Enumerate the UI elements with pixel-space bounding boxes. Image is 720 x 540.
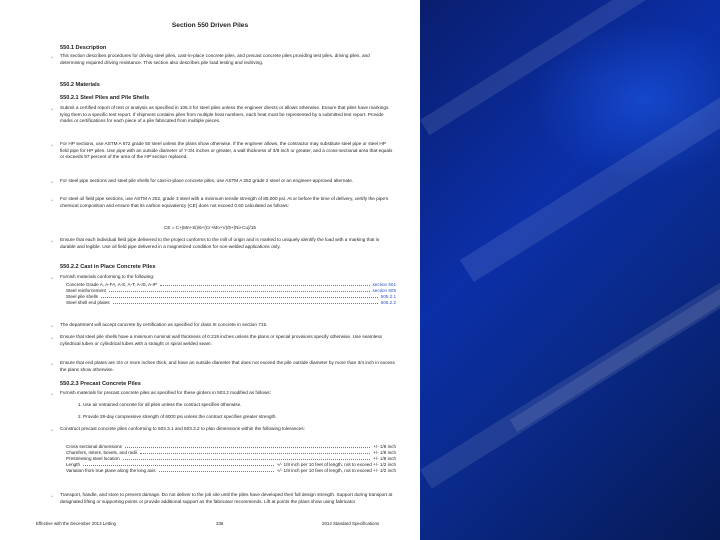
- paragraph-furnish-materials: Furnish materials conforming to the following:: [60, 274, 155, 279]
- tolerance-row: Length +/- 1/8 inch per 10 feet of length, not to exceed +/- 1/2 inch: [66, 462, 396, 467]
- reference-link[interactable]: section 505: [372, 288, 396, 293]
- reference-row: Steel reinforcement section 505: [66, 288, 396, 293]
- paragraph-concrete-certification: The department will accept concrete by certification as specified for class III concrete in section 715.: [60, 322, 268, 327]
- tolerance-list: [66, 444, 396, 474]
- footer-effective-date: Effective with the December 2013 Letting: [36, 521, 116, 526]
- tolerance-row: Prestressing steel location +/- 1/8 inch: [66, 456, 396, 461]
- numbered-item-1: 1. Use air entrained concrete for all piles unless the contract specifies otherwise.: [78, 402, 242, 407]
- paragraph-shell-thickness: Ensure that steel pile shells have a minimum nominal wall thickness of 0.219 inches unless the plans or special provisions specify otherwise. Use seamless cylindrical tubes or cylindrical tubes with a straight or spiral welded seam.: [60, 334, 383, 346]
- tolerance-row: Cross sectional dimensions +/- 1/8 inch: [66, 444, 396, 449]
- materials-reference-list: [66, 282, 396, 306]
- bullet-icon: ▫: [51, 428, 53, 434]
- bullet-icon: ▫: [51, 55, 53, 61]
- bullet-icon: ▫: [51, 198, 53, 204]
- tolerance-row: Variation from true plane along the long axis +/- 1/8 inch per 10 feet of length, not to exceed +/- 1/2 inch: [66, 468, 396, 473]
- page-title: Section 550 Driven Piles: [171, 22, 249, 29]
- paragraph-oil-field-pipe: For steel oil field pipe sections, use ASTM A 252, grade 3 steel with a minimum tensile strength of 85,000 psi. At or before the time of delivery, certify the pipe's chemical composition and ensure that its carbon equivalency (CE) does not exceed 0.50 calculated as follows:: [60, 196, 389, 208]
- paragraph-text: Submit a certified report of test or analysis as specified in 106.3 for steel piles unless the engineer directs or allows otherwise. Ensure that piles have markings tying them to a specific test report. If shipment contains piles from multiple heat numbers, each heat must be represented by a submitted test report. Provide marks or certifications for each piece of a pile fabricated from multiple pieces.: [60, 105, 389, 124]
- numbered-item-2: 2. Provide 28-day compressive strength of 6000 psi unless the contract specifies greater strength.: [78, 414, 277, 419]
- paragraph-test-report: [60, 105, 395, 125]
- reference-row: Concrete Grade A, A-FA, A-S, A-T, A-IS, A-IP section 501: [66, 282, 396, 287]
- paragraph-precast-tolerances: Construct precast concrete piles conforming to 503.3.1 and 503.3.2 to plan dimensions within the following tolerances:: [60, 426, 305, 431]
- bullet-icon: ▫: [51, 336, 53, 342]
- paragraph-steel-pipe: For steel pipe sections and steel pile shells for cast-in-place concrete piles, use ASTM A 252 grade 2 steel or an engineer-approved alternate.: [60, 178, 354, 183]
- bullet-icon: ▫: [51, 239, 53, 245]
- subsection-heading-cast-in-place: 550.2.2 Cast in Place Concrete Piles: [60, 264, 156, 270]
- paragraph-hp-sections: For HP sections, use ASTM A 572 grade 50 steel unless the plans show otherwise. If the engineer allows, the contractor may substitute steel pipe or steel HP field pipe for HP piles. Use pipe with an outside diameter of 7-3/4 inches or greater, a wall thickness of 3/8 inch or greater, and a cross-sectional area that equals or exceeds 97 percent of the area of the HP section replaced.: [60, 141, 393, 160]
- decorative-blue-panel: [420, 0, 720, 540]
- reference-row: Steel pile shells 505.2.1: [66, 294, 396, 299]
- formula-carbon-equivalency: CE = C+(Mn+Si)/6+(Cr+Mo+V)/5+(Ni+Cu)/15: [164, 225, 256, 230]
- reference-link[interactable]: 506.2.2: [380, 300, 396, 305]
- reference-row: Steel shell end plates 506.2.2: [66, 300, 396, 305]
- tolerance-row: Chamfers, miters, bevels, and radii +/- 1/8 inch: [66, 450, 396, 455]
- paragraph-precast-materials: Furnish materials for precast concrete piles as specified for these girders in 503.2 modified as follows:: [60, 390, 272, 395]
- bullet-icon: ▫: [51, 276, 53, 282]
- paragraph-field-pipe-marking: Ensure that each individual field pipe delivered to the project conforms to the mill of origin and is marked to uniquely identify the load with a marking that is durable and legible. Use oil field pipe delivered in a magnetized condition for non-welded applications only.: [60, 237, 380, 249]
- bullet-icon: ▫: [51, 392, 53, 398]
- paragraph-transport: Transport, handle, and store to prevent damage. Do not deliver to the job site until the piles have developed their full design strength. Support during transport at designated lifting or supporting points or provide additional support as the fabricator recommends. Lift at points the plans show using fabricator: [60, 492, 393, 504]
- panel-stripe: [420, 247, 720, 488]
- paragraph-end-plates: Ensure that end plates are 3/4 or more inches thick, and have an outside diameter that does not exceed the pile outside diameter by more than 3/4 inch in excess the plans show otherwise.: [60, 360, 395, 372]
- reference-link[interactable]: section 501: [372, 282, 396, 287]
- subsection-heading-steel-piles: 550.2.1 Steel Piles and Pile Shells: [60, 95, 150, 101]
- reference-link[interactable]: 505.2.1: [380, 294, 396, 299]
- bullet-icon: ▫: [51, 107, 53, 113]
- footer-spec-title: 2014 Standard Specifications: [322, 521, 380, 526]
- bullet-icon: ▫: [51, 494, 53, 500]
- paragraph-description: This section describes procedures for driving steel piles, cast-in-place concrete piles, and precast concrete piles providing test piles, driving piles, and determining required driving resistance. This section also describes pile load testing and redriving.: [60, 53, 370, 65]
- section-heading-materials: 550.2 Materials: [60, 82, 100, 88]
- bullet-icon: ▫: [51, 324, 53, 330]
- footer-page-number: 336: [216, 521, 224, 526]
- subsection-heading-precast: 550.2.3 Precast Concrete Piles: [60, 381, 141, 387]
- bullet-icon: ▫: [51, 143, 53, 149]
- bullet-icon: ▫: [51, 180, 53, 186]
- bullet-icon: ▫: [51, 362, 53, 368]
- section-heading-description: 550.1 Description: [60, 45, 107, 51]
